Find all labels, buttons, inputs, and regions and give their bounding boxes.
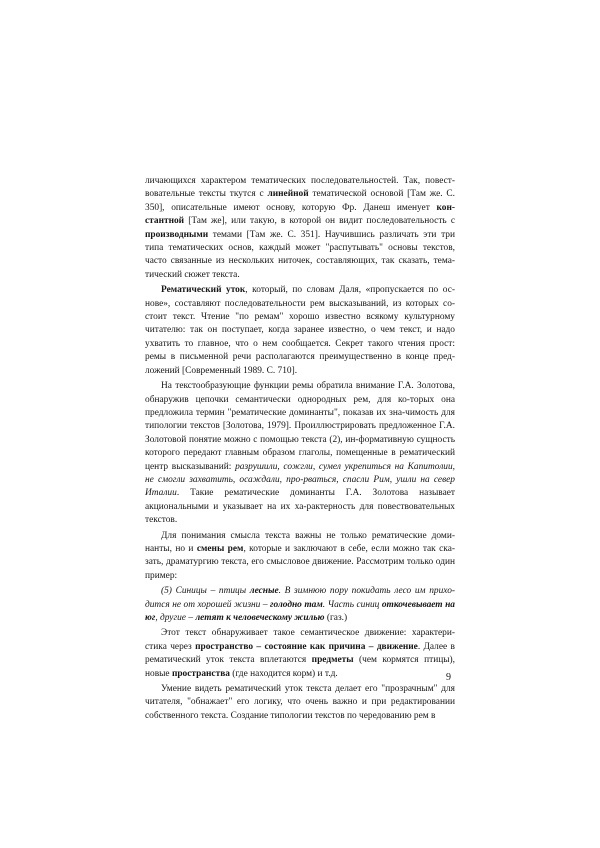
bold-term: линейной: [267, 189, 309, 200]
text: (чем кормятся птицы), новые: [145, 655, 455, 679]
page-number: 9: [446, 672, 451, 683]
text: темами [Там же. С. 351]. Научившись различать эти три типа тематических основ, каждый может "распутывать" основы текстов, часто связанные из нескольких ниточек, составляющих, так сказать, тема-тический сюжет текста.: [145, 229, 455, 280]
paragraph-rheme-shifts: [145, 530, 455, 584]
text: тематической основой [Там же. С. 350], описательные имеют основу, которую Фр. Данеш именует: [145, 189, 455, 213]
text: , которые и заключают в себе, если можно так ска-зать, драматургию текста, его смысловое движение. Рассмотрим только один пример:: [145, 543, 455, 581]
example-5: [145, 585, 455, 625]
text: . Такие рематические доминанты Г.А. Золотова называет акциональными и указывает на их ха-рактерность для повествовательных текстов.: [145, 488, 455, 526]
bold-term: Рематический уток: [161, 285, 246, 296]
text: (газ.): [324, 613, 348, 623]
text: (5) Синицы – птицы: [161, 586, 250, 597]
paragraph-transparency: [145, 683, 455, 723]
paragraph-semantic-movement: [145, 627, 455, 681]
bold-term: предметы: [311, 655, 354, 666]
text: На текстообразующие функции ремы обратила внимание Г.А. Золотова, обнаружив цепочки семантически однородных рем, для ко-торых она предложила термин "рематические доминанты", показав их зна-чимость для типологии текстов [Золотова, 1979]. Проиллюстрировать предложенное Г.А. Золотовой понятие можно с помощью текста (2), ин-формативную сущность которого передают главным образом глаголы, помещенные в рематический центр высказываний:: [145, 381, 455, 472]
text: . В зимнюю пору покидать лесо им прихо-дится не от хорошей жизни –: [145, 586, 455, 610]
text: Умение видеть рематический уток текста делает его "прозрачным" для читателя, "обнажает" его логику, что очень важно и при редактировании собственного текста. Создание типологии текстов по чередованию рем в: [145, 684, 455, 721]
bold-term: производными: [145, 229, 209, 240]
bold-term: лесные: [249, 586, 279, 597]
text: . Далее в рематический уток текста вплетаются: [145, 641, 455, 666]
italic-verbs: разрушили, сожгли, сумел укрепиться на Капитолии, не смогли захватить, осаждали, про-рваться, спасли Рим, ушли на север Италии: [145, 461, 455, 499]
bold-term: откочевывает на юг: [145, 599, 455, 623]
bold-term: летят к человеческому жилью: [195, 613, 325, 623]
bold-term: пространство – состояние как причина – движение: [195, 641, 418, 652]
text: Для понимания смысла текста важны не только рематические доми-нанты, но и: [145, 530, 455, 554]
bold-term: смены рем: [196, 543, 244, 554]
text: Этот текст обнаруживает такое семантическое движение: характери-стика через: [145, 628, 455, 652]
bold-term: пространства: [171, 668, 230, 679]
text: личающихся характером тематических последовательностей. Так, повест-вовательные тексты ткутся с: [145, 176, 455, 200]
text: [Там же], или такую, в которой он видит последовательность с: [184, 216, 455, 227]
text: (где находится корм) и т.д.: [229, 668, 338, 679]
page-body: [145, 175, 455, 723]
paragraph-rhematic-weft: [145, 284, 455, 378]
text: . Часть синиц: [322, 599, 382, 610]
paragraph-rhematic-dominants: [145, 380, 455, 527]
text: , другие –: [155, 613, 196, 623]
text: , который, по словам Даля, «пропускается по ос-нове», составляют последовательности рем высказываний, из которых со-стоит текст. Чтение "по ремам" хорошо известно всякому культурному читателю: так он поступает, когда заранее известно, о чем текст, и надо ухватить то главное, что о нем сообщается. Секрет такого чтения прост: ремы в письменной речи располагаются преимущественно в конце пред-ложений [Современный 1989. С. 710].: [145, 285, 455, 376]
bold-term: голодно там: [270, 599, 323, 610]
bold-term: кон-стантной: [145, 202, 455, 227]
paragraph-thematic-bases: [145, 175, 455, 282]
